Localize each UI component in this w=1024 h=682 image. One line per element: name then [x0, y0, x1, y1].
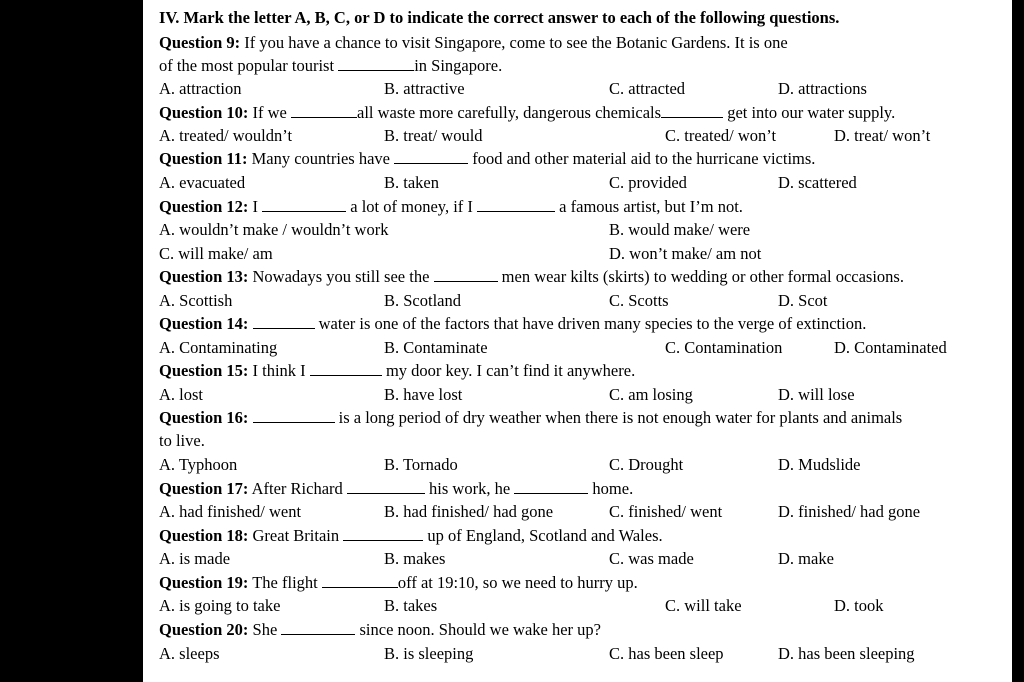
- option-d: D. won’t make/ am not: [609, 244, 762, 263]
- question-15-options: [159, 383, 1008, 406]
- option-a: A. had finished/ went: [159, 502, 302, 521]
- question-12-options-row2: [159, 242, 1008, 265]
- question-12-stem: Question 12: I a lot of money, if I a famous artist, but I’m not.: [159, 197, 743, 216]
- option-a: A. sleeps: [159, 644, 220, 663]
- option-a: A. is going to take: [159, 596, 281, 615]
- option-a: A. Scottish: [159, 291, 233, 310]
- answer-blank: [291, 103, 357, 118]
- option-a: A. evacuated: [159, 173, 246, 192]
- answer-blank: [661, 103, 723, 118]
- answer-blank: [262, 197, 346, 212]
- option-c: C. am losing: [609, 385, 693, 404]
- option-c: C. will make/ am: [159, 244, 273, 263]
- question-14-options: [159, 336, 1008, 359]
- option-c: C. attracted: [609, 79, 686, 98]
- option-a: A. wouldn’t make / wouldn’t work: [159, 220, 389, 239]
- question-9-options: [159, 77, 1008, 100]
- question-15-stem: Question 15: I think I my door key. I can’t find it anywhere.: [159, 361, 636, 380]
- question-18-stem: Question 18: Great Britain up of England, Scotland and Wales.: [159, 526, 663, 545]
- question-19-stem: Question 19: The flight off at 19:10, so we need to hurry up.: [159, 573, 638, 592]
- option-b: B. would make/ were: [609, 220, 751, 239]
- question-11-options: [159, 171, 1008, 194]
- answer-blank: [477, 197, 555, 212]
- answer-blank: [253, 314, 315, 329]
- answer-blank: [322, 573, 398, 588]
- option-d: D. took: [834, 596, 884, 615]
- question-17-options: [159, 500, 1008, 523]
- option-b: B. takes: [384, 596, 438, 615]
- option-c: C. Scotts: [609, 291, 669, 310]
- section-heading: IV. Mark the letter A, B, C, or D to indicate the correct answer to each of the following questions.: [159, 8, 840, 27]
- question-16-stem-line2: to live.: [159, 431, 205, 450]
- question-9-stem-line2: of the most popular tourist in Singapore.: [159, 56, 503, 75]
- option-b: B. had finished/ had gone: [384, 502, 554, 521]
- option-c: C. treated/ won’t: [665, 126, 777, 145]
- option-b: B. attractive: [384, 79, 465, 98]
- option-c: C. will take: [665, 596, 742, 615]
- option-d: D. Mudslide: [778, 455, 861, 474]
- question-10-stem: Question 10: If we all waste more carefully, dangerous chemicals get into our water supply.: [159, 103, 896, 122]
- option-d: D. treat/ won’t: [834, 126, 931, 145]
- question-17-stem: Question 17: After Richard his work, he home.: [159, 479, 634, 498]
- option-c: C. was made: [609, 549, 694, 568]
- answer-blank: [514, 479, 588, 494]
- option-d: D. has been sleeping: [778, 644, 915, 663]
- option-a: A. Contaminating: [159, 338, 278, 357]
- question-16-options: [159, 453, 1008, 476]
- answer-blank: [253, 408, 335, 423]
- option-b: B. Tornado: [384, 455, 458, 474]
- answer-blank: [338, 56, 414, 71]
- answer-blank: [434, 267, 498, 282]
- option-c: C. has been sleep: [609, 644, 724, 663]
- question-13-options: [159, 289, 1008, 312]
- option-c: C. Contamination: [665, 338, 783, 357]
- answer-blank: [343, 526, 423, 541]
- question-19-options: [159, 594, 1008, 617]
- option-d: D. Contaminated: [834, 338, 947, 357]
- option-b: B. taken: [384, 173, 439, 192]
- option-b: B. Scotland: [384, 291, 461, 310]
- option-d: D. attractions: [778, 79, 867, 98]
- option-b: B. makes: [384, 549, 446, 568]
- option-c: C. Drought: [609, 455, 684, 474]
- option-d: D. finished/ had gone: [778, 502, 921, 521]
- option-b: B. is sleeping: [384, 644, 474, 663]
- option-a: A. is made: [159, 549, 231, 568]
- option-a: A. attraction: [159, 79, 242, 98]
- option-c: C. finished/ went: [609, 502, 723, 521]
- answer-blank: [281, 620, 355, 635]
- answer-blank: [394, 149, 468, 164]
- option-d: D. will lose: [778, 385, 855, 404]
- question-9-stem: Question 9: If you have a chance to visit Singapore, come to see the Botanic Gardens. It is one: [159, 33, 788, 52]
- option-d: D. make: [778, 549, 834, 568]
- question-20-options: [159, 642, 1008, 665]
- option-a: A. treated/ wouldn’t: [159, 126, 293, 145]
- option-a: A. Typhoon: [159, 455, 238, 474]
- question-12-options-row1: [159, 218, 1008, 241]
- question-18-options: [159, 547, 1008, 570]
- question-20-stem: Question 20: She since noon. Should we wake her up?: [159, 620, 601, 639]
- question-10-options: [159, 124, 1008, 147]
- option-a: A. lost: [159, 385, 204, 404]
- question-16-stem: Question 16: is a long period of dry weather when there is not enough water for plants and animals: [159, 408, 903, 427]
- option-d: D. Scot: [778, 291, 828, 310]
- answer-blank: [310, 361, 382, 376]
- option-b: B. Contaminate: [384, 338, 488, 357]
- option-c: C. provided: [609, 173, 687, 192]
- option-b: B. treat/ would: [384, 126, 483, 145]
- question-13-stem: Question 13: Nowadays you still see the men wear kilts (skirts) to wedding or other formal occasions.: [159, 267, 904, 286]
- question-11-stem: Question 11: Many countries have food and other material aid to the hurricane victims.: [159, 149, 816, 168]
- option-d: D. scattered: [778, 173, 857, 192]
- answer-blank: [347, 479, 425, 494]
- option-b: B. have lost: [384, 385, 463, 404]
- question-14-stem: Question 14: water is one of the factors that have driven many species to the verge of extinction.: [159, 314, 867, 333]
